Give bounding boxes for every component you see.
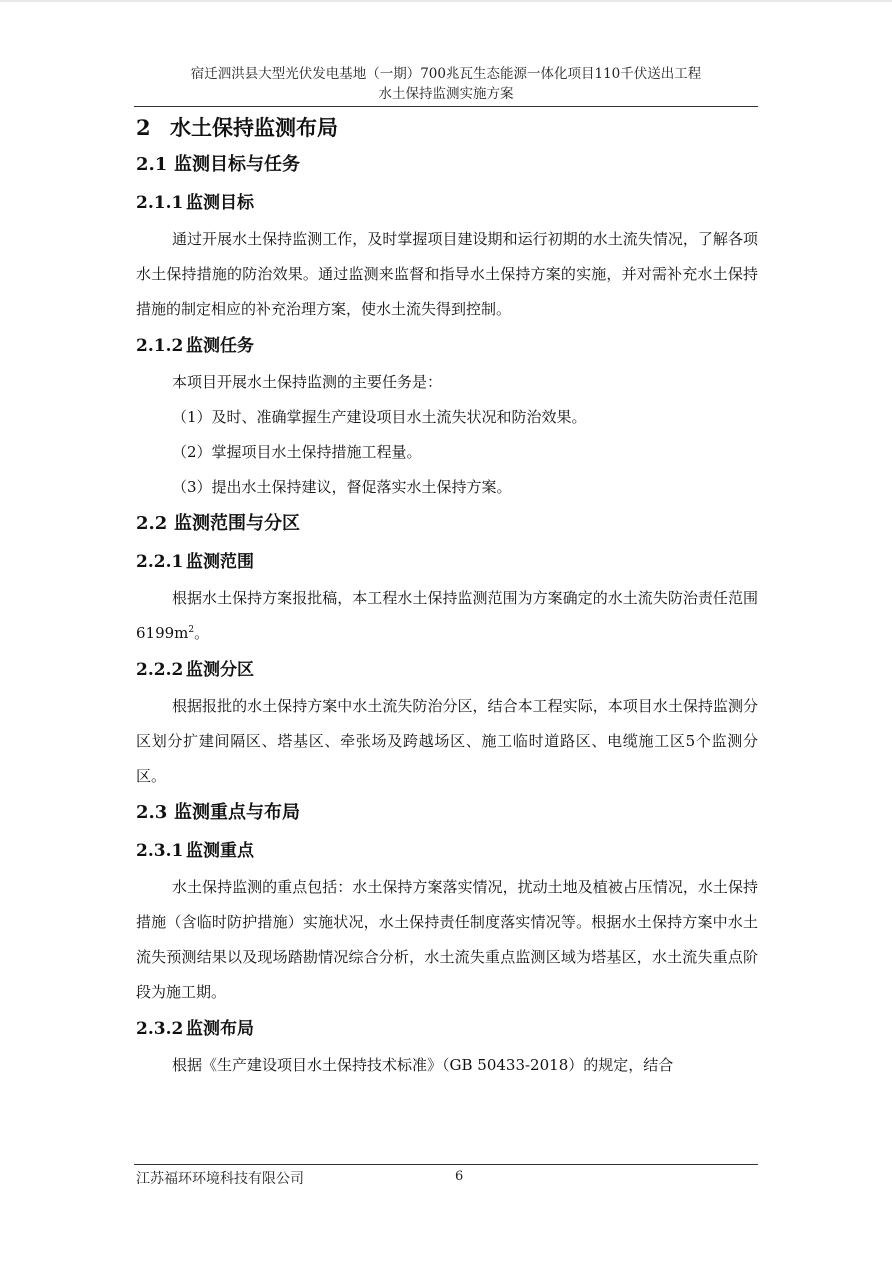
monitoring-scope-paragraph: [136, 581, 758, 651]
section-title: 监测目标与任务: [174, 154, 300, 175]
section-2-1-1-heading: [136, 184, 758, 222]
footer-divider: [134, 1164, 758, 1165]
section-number: 2.2.2: [136, 660, 184, 680]
list-item: （1）及时、准确掌握生产建设项目水土流失状况和防治效果。: [172, 408, 587, 426]
monitoring-zoning-paragraph: 根据报批的水土保持方案中水土流失防治分区，结合本工程实际，本项目水土保持监测分区划分扩建间隔区、塔基区、牵张场及跨越场区、施工临时道路区、电缆施工区5个监测分区。: [136, 697, 758, 785]
section-2-2-heading: [136, 505, 758, 543]
section-title: 水土保持监测布局: [170, 115, 338, 140]
document-body: [136, 110, 758, 1083]
section-2-2-2-heading: [136, 651, 758, 689]
section-number: 2.2.1: [136, 552, 184, 572]
section-title: 监测范围: [186, 552, 254, 572]
page-header: [134, 64, 758, 104]
monitoring-task-intro: 本项目开展水土保持监测的主要任务是：: [172, 373, 443, 391]
monitoring-focus-paragraph: 水土保持监测的重点包括：水土保持方案落实情况，扰动土地及植被占压情况，水土保持措施（含临时防护措施）实施状况，水土保持责任制度落实情况等。根据水土保持方案中水土流失预测结果以及现场踏勘情况综合分析，水土流失重点监测区域为塔基区，水土流失重点阶段为施工期。: [136, 878, 758, 1001]
section-number: 2.1.2: [136, 336, 184, 356]
scope-text: 根据水土保持方案报批稿，本工程水土保持监测范围为方案确定的水土流失防治责任范围6199m: [136, 589, 758, 642]
section-number: 2.1: [136, 154, 168, 175]
page-top-edge: [0, 0, 892, 2]
section-number: 2.3.1: [136, 841, 184, 861]
page-number: 6: [455, 1169, 464, 1184]
header-document-title: 水土保持监测实施方案: [378, 86, 514, 102]
section-title: 监测分区: [186, 660, 254, 680]
section-title: 监测布局: [186, 1019, 254, 1039]
list-item: （3）提出水土保持建议，督促落实水土保持方案。: [172, 478, 512, 496]
list-item: （2）掌握项目水土保持措施工程量。: [172, 443, 422, 461]
section-2-2-1-heading: [136, 543, 758, 581]
section-number: 2.3: [136, 802, 168, 823]
section-title: 监测范围与分区: [174, 513, 300, 534]
section-2-1-heading: [136, 146, 758, 184]
monitoring-goal-paragraph: 通过开展水土保持监测工作，及时掌握项目建设期和运行初期的水土流失情况，了解各项水土保持措施的防治效果。通过监测来监督和指导水土保持方案的实施，并对需补充水土保持措施的制定相应的补充治理方案，使水土流失得到控制。: [136, 230, 758, 318]
section-number: 2.1.1: [136, 193, 184, 213]
section-2-3-1-heading: [136, 832, 758, 870]
section-2-heading: [136, 110, 758, 146]
section-number: 2.2: [136, 513, 168, 534]
area-unit-exponent: 2: [188, 625, 195, 635]
scope-text-end: 。: [194, 624, 210, 642]
section-number: 2: [136, 115, 151, 140]
section-title: 监测目标: [186, 193, 254, 213]
section-2-1-2-heading: [136, 327, 758, 365]
section-number: 2.3.2: [136, 1019, 184, 1039]
header-divider: [134, 106, 758, 107]
section-2-3-2-heading: [136, 1010, 758, 1048]
section-title: 监测重点: [186, 841, 254, 861]
footer-company-name: 江苏福环环境科技有限公司: [136, 1171, 304, 1187]
section-title: 监测重点与布局: [174, 802, 300, 823]
section-title: 监测任务: [186, 336, 254, 356]
header-project-title: 宿迁泗洪县大型光伏发电基地（一期）700兆瓦生态能源一体化项目110千伏送出工程: [190, 66, 702, 82]
monitoring-layout-paragraph: 根据《生产建设项目水土保持技术标准》（GB 50433-2018）的规定，结合: [172, 1056, 674, 1074]
section-2-3-heading: [136, 794, 758, 832]
